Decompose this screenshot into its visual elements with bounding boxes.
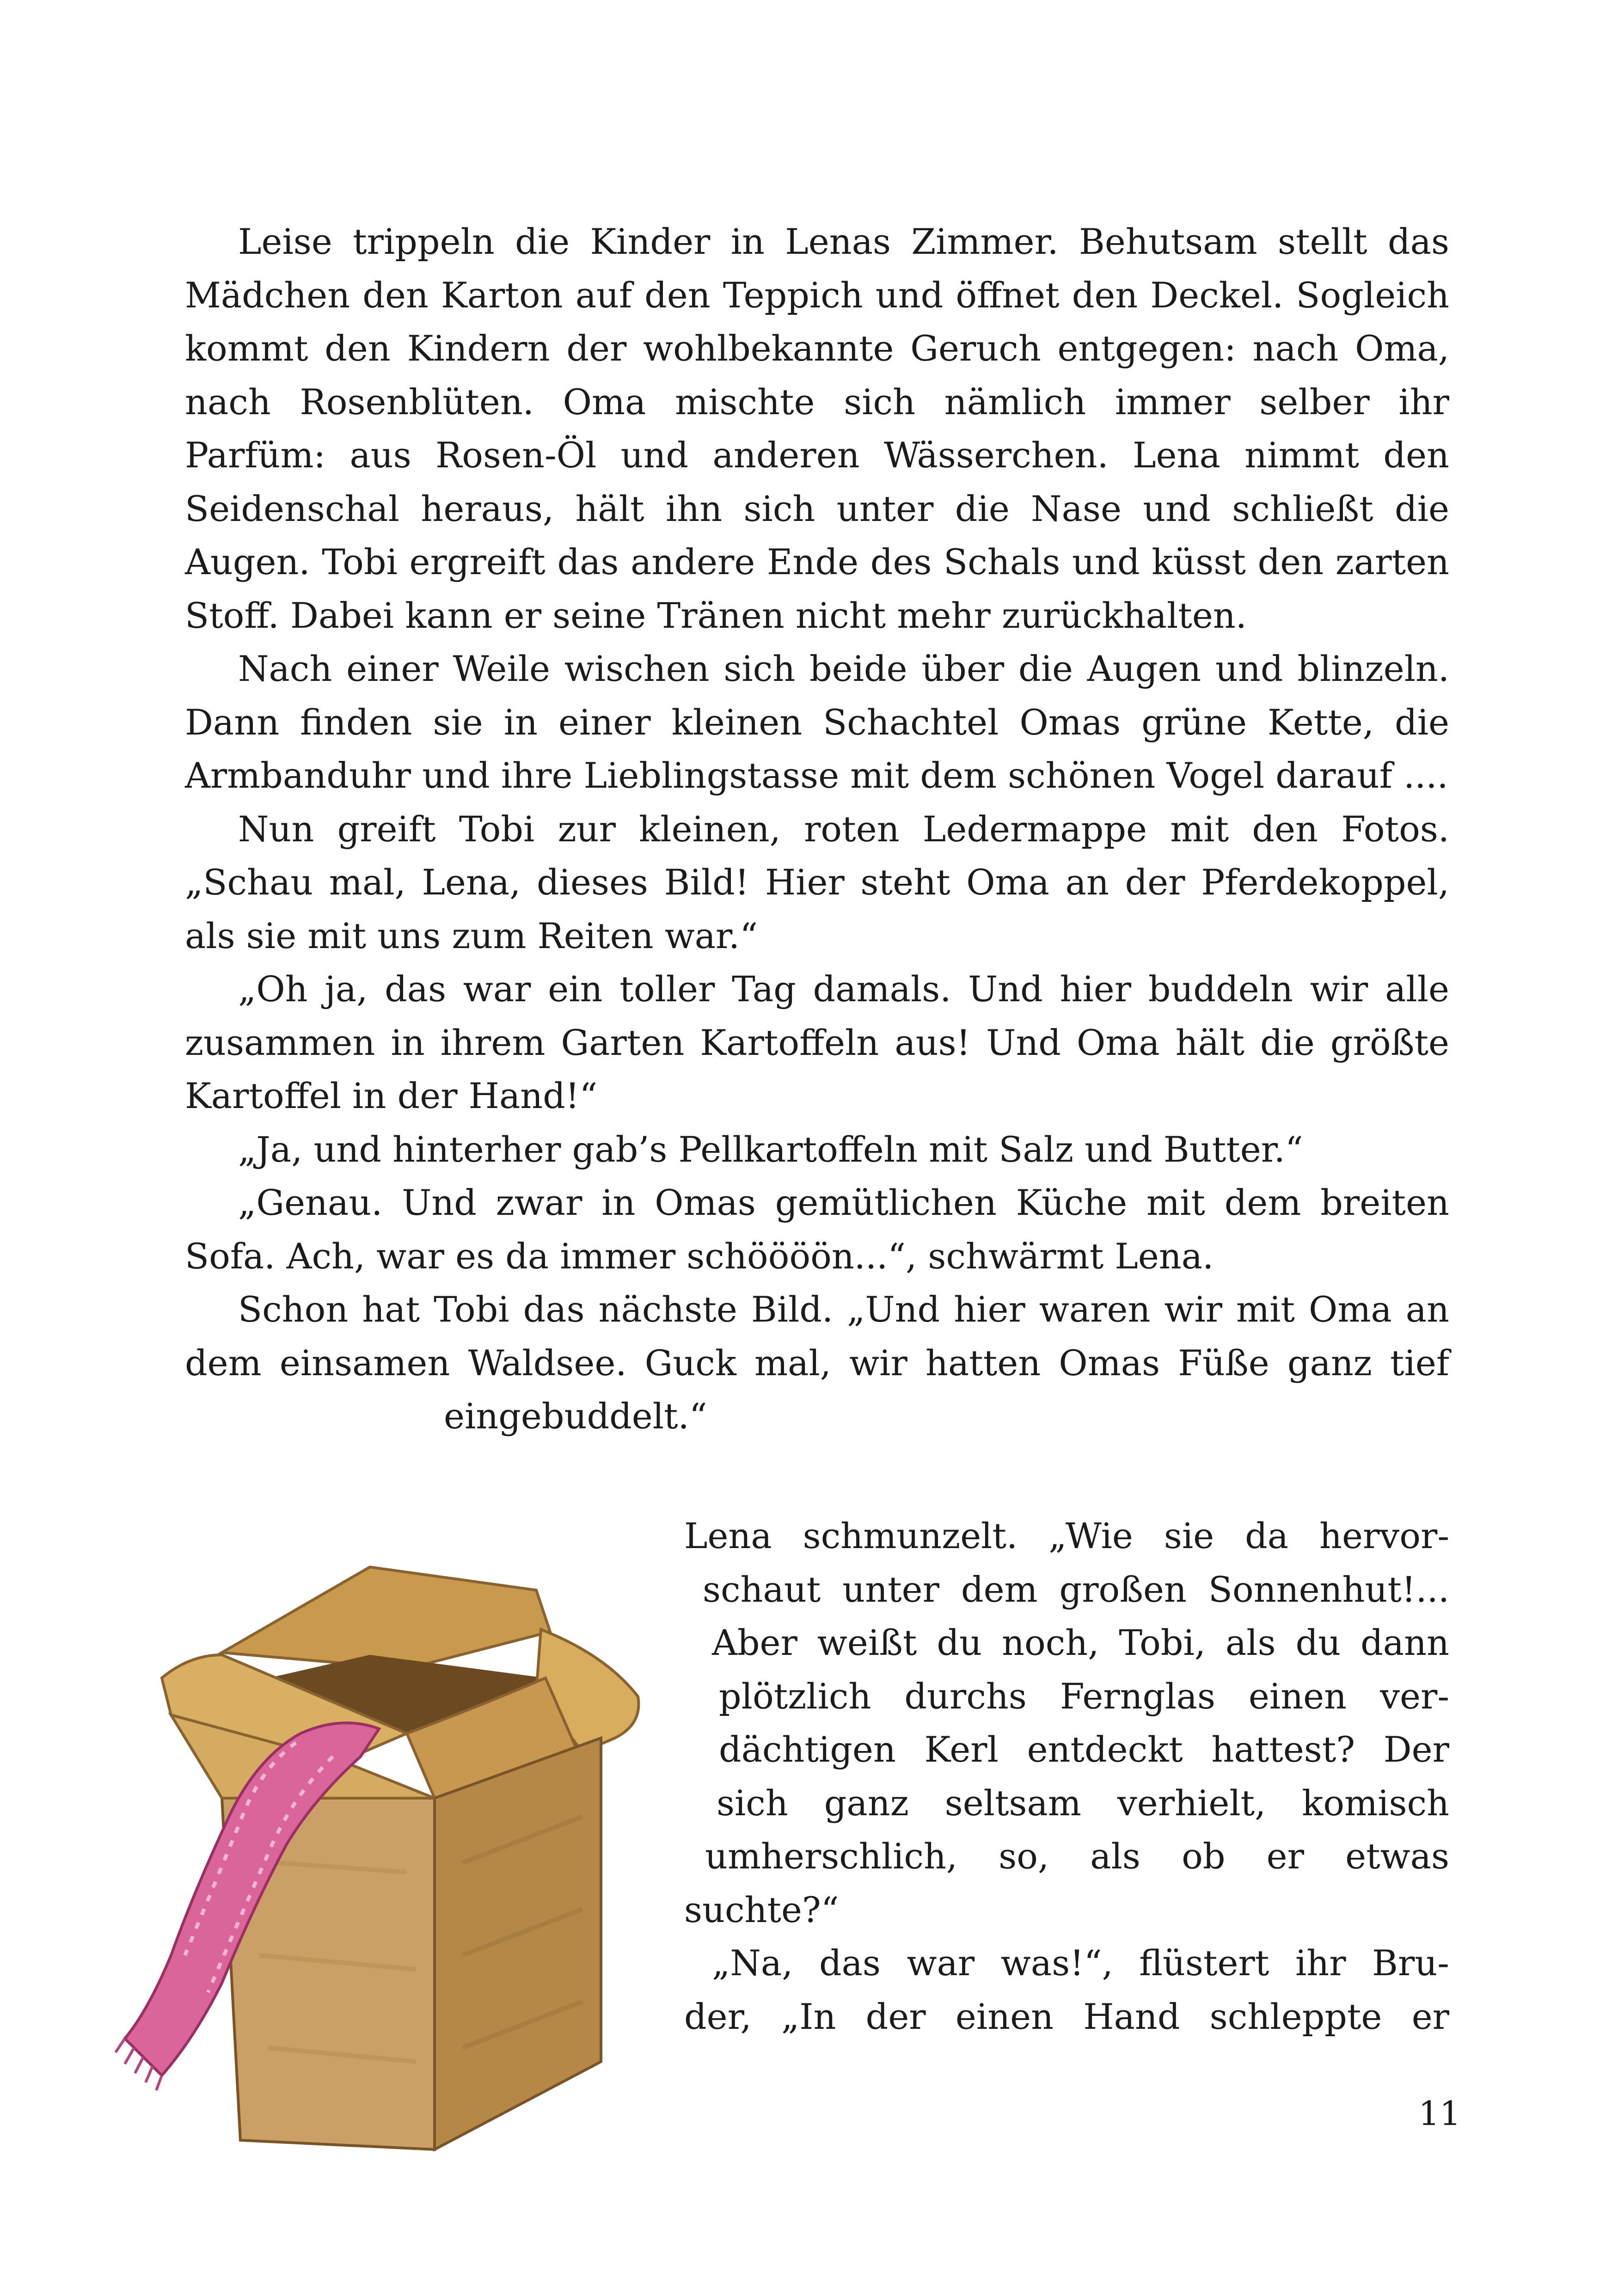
paragraph-2: Nach einer Weile wischen sich beide über die Augen und blinzeln. Dann finden sie in einer kleinen Schachtel Omas grüne Kette, die Armbanduhr und ihre Lieblingstasse mit dem schönen Vogel darauf .... [185, 648, 1449, 796]
main-text [185, 215, 1449, 1443]
paragraph-7-main: Schon hat Tobi das nächste Bild. „Und hier waren wir mit Oma an dem einsamen Waldsee. Guck mal, wir hatten Omas Füße ganz [185, 1289, 1449, 1384]
side-line-2: schaut unter dem großen Sonnenhut!... [703, 1568, 1449, 1610]
paragraph-7 [185, 1283, 1449, 1443]
side-line-10: der, „In der einen Hand schleppte er [684, 1996, 1449, 2037]
paragraph-5: „Ja, und hinterher gab’s Pellkartoffeln mit Salz und Butter.“ [238, 1128, 1303, 1170]
paragraph-3: Nun greift Tobi zur kleinen, roten Ledermappe mit den Fotos. „Schau mal, Lena, dieses Bild! Hier steht Oma an der Pferdekoppel, als sie mit uns zum Reiten war.“ [185, 808, 1449, 956]
side-line-1: Lena schmunzelt. „Wie sie da hervor- [684, 1515, 1449, 1556]
side-line-9: „Na, das war was!“, flüstert ihr Bru- [712, 1942, 1449, 1984]
paragraph-1: Leise trippeln die Kinder in Lenas Zimmer. Behutsam stellt das Mädchen den Karton auf den Teppich und öffnet den Deckel. Sogleich kommt den Kindern der wohlbekannte Geruch entgegen: nach Oma, nach Rosenblüten. Oma mischte sich nämlich immer selber ihr Parfüm: aus Rosen-Öl und anderen Wässerchen. Lena nimmt den Seidenschal heraus, hält ihn sich unter die Nase und schließt die Augen. Tobi ergreift das andere Ende des Schals und küsst den zarten Stoff. Dabei kann er seine Tränen nicht mehr zurückhalten. [185, 221, 1449, 636]
side-line-3: Aber weißt du noch, Tobi, als du dann [712, 1622, 1449, 1663]
paragraph-4: „Oh ja, das war ein toller Tag damals. Und hier buddeln wir alle zusammen in ihrem Garten Kartoffeln aus! Und Oma hält die größte Kartoffel in der Hand!“ [185, 968, 1449, 1116]
side-column-text [684, 1509, 1449, 2043]
side-line-8: suchte?“ [684, 1889, 839, 1930]
paragraph-7-end: eingebuddelt.“ [444, 1396, 707, 1437]
page-number: 11 [1418, 2094, 1461, 2133]
paragraph-7-tief: tief [1390, 1342, 1449, 1384]
side-line-5: dächtigen Kerl entdeckt hattest? Der [719, 1729, 1449, 1770]
box-with-scarf-illustration [83, 1539, 684, 2186]
side-line-7: umherschlich, so, als ob er etwas [705, 1836, 1449, 1877]
side-line-4: plötzlich durchs Fernglas einen ver- [719, 1675, 1449, 1717]
paragraph-6: „Genau. Und zwar in Omas gemütlichen Küche mit dem breiten Sofa. Ach, war es da immer schöööön...“, schwärmt Lena. [185, 1182, 1449, 1277]
side-line-6: sich ganz seltsam verhielt, komisch [717, 1782, 1449, 1824]
